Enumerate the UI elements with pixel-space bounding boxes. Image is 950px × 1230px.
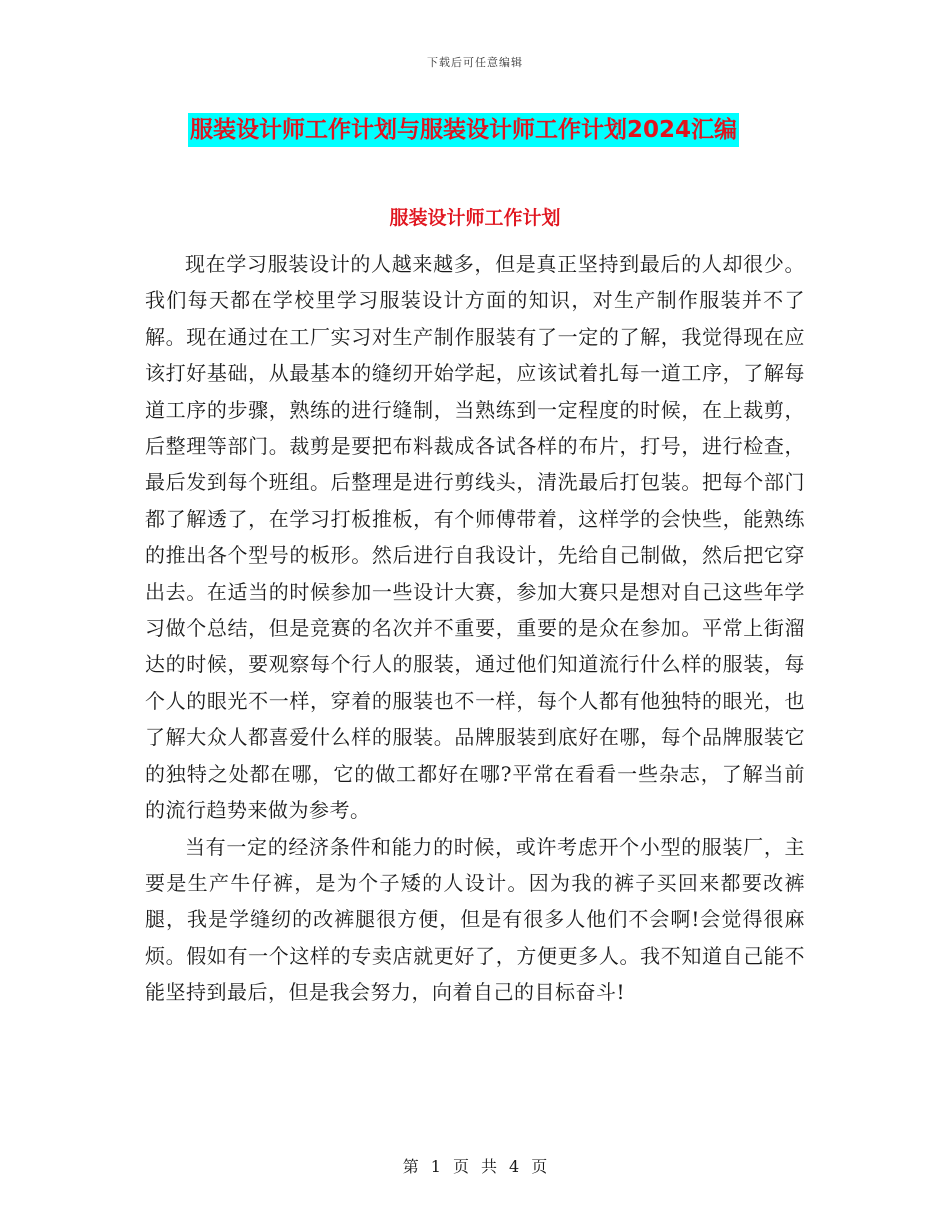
total-pages: 4	[509, 1157, 520, 1176]
page-footer	[0, 1154, 950, 1177]
main-title-container	[188, 113, 828, 147]
main-title: 服装设计师工作计划与服装设计师工作计划2024汇编	[188, 113, 739, 147]
header-note: 下载后可任意编辑	[427, 56, 523, 69]
document-body	[145, 246, 805, 1011]
section-title: 服装设计师工作计划	[389, 207, 561, 229]
paragraph: 现在学习服装设计的人越来越多，但是真正坚持到最后的人却很少。我们每天都在学校里学习服装设计方面的知识，对生产制作服装并不了解。现在通过在工厂实习对生产制作服装有了一定的了解，我觉得现在应该打好基础，从最基本的缝纫开始学起，应该试着扎每一道工序，了解每道工序的步骤，熟练的进行缝制，当熟练到一定程度的时候，在上裁剪，后整理等部门。裁剪是要把布料裁成各试各样的布片，打号，进行检查，最后发到每个班组。后整理是进行剪线头，清洗最后打包装。把每个部门都了解透了，在学习打板推板，有个师傅带着，这样学的会快些，能熟练的推出各个型号的板形。然后进行自我设计，先给自己制做，然后把它穿出去。在适当的时候参加一些设计大赛，参加大赛只是想对自己这些年学习做个总结，但是竞赛的名次并不重要，重要的是众在参加。平常上街溜达的时候，要观察每个行人的服装，通过他们知道流行什么样的服装，每个人的眼光不一样，穿着的服装也不一样，每个人都有他独特的眼光，也了解大众人都喜爱什么样的服装。品牌服装到底好在哪，每个品牌服装它的独特之处都在哪，它的做工都好在哪?平常在看看一些杂志，了解当前的流行趋势来做为参考。	[145, 252, 805, 823]
paragraph: 当有一定的经济条件和能力的时候，或许考虑开个小型的服装厂，主要是生产牛仔裤，是为个子矮的人设计。因为我的裤子买回来都要改裤腿，我是学缝纫的改裤腿很方便，但是有很多人他们不会啊!会觉得很麻烦。假如有一个这样的专卖店就更好了，方便更多人。我不知道自己能不能坚持到最后，但是我会努力，向着自己的目标奋斗!	[145, 834, 805, 1005]
total-unit: 页	[531, 1157, 548, 1176]
page-label: 第	[402, 1157, 419, 1176]
page-number: 1	[430, 1157, 441, 1176]
total-label: 共	[481, 1157, 498, 1176]
page-unit: 页	[452, 1157, 469, 1176]
